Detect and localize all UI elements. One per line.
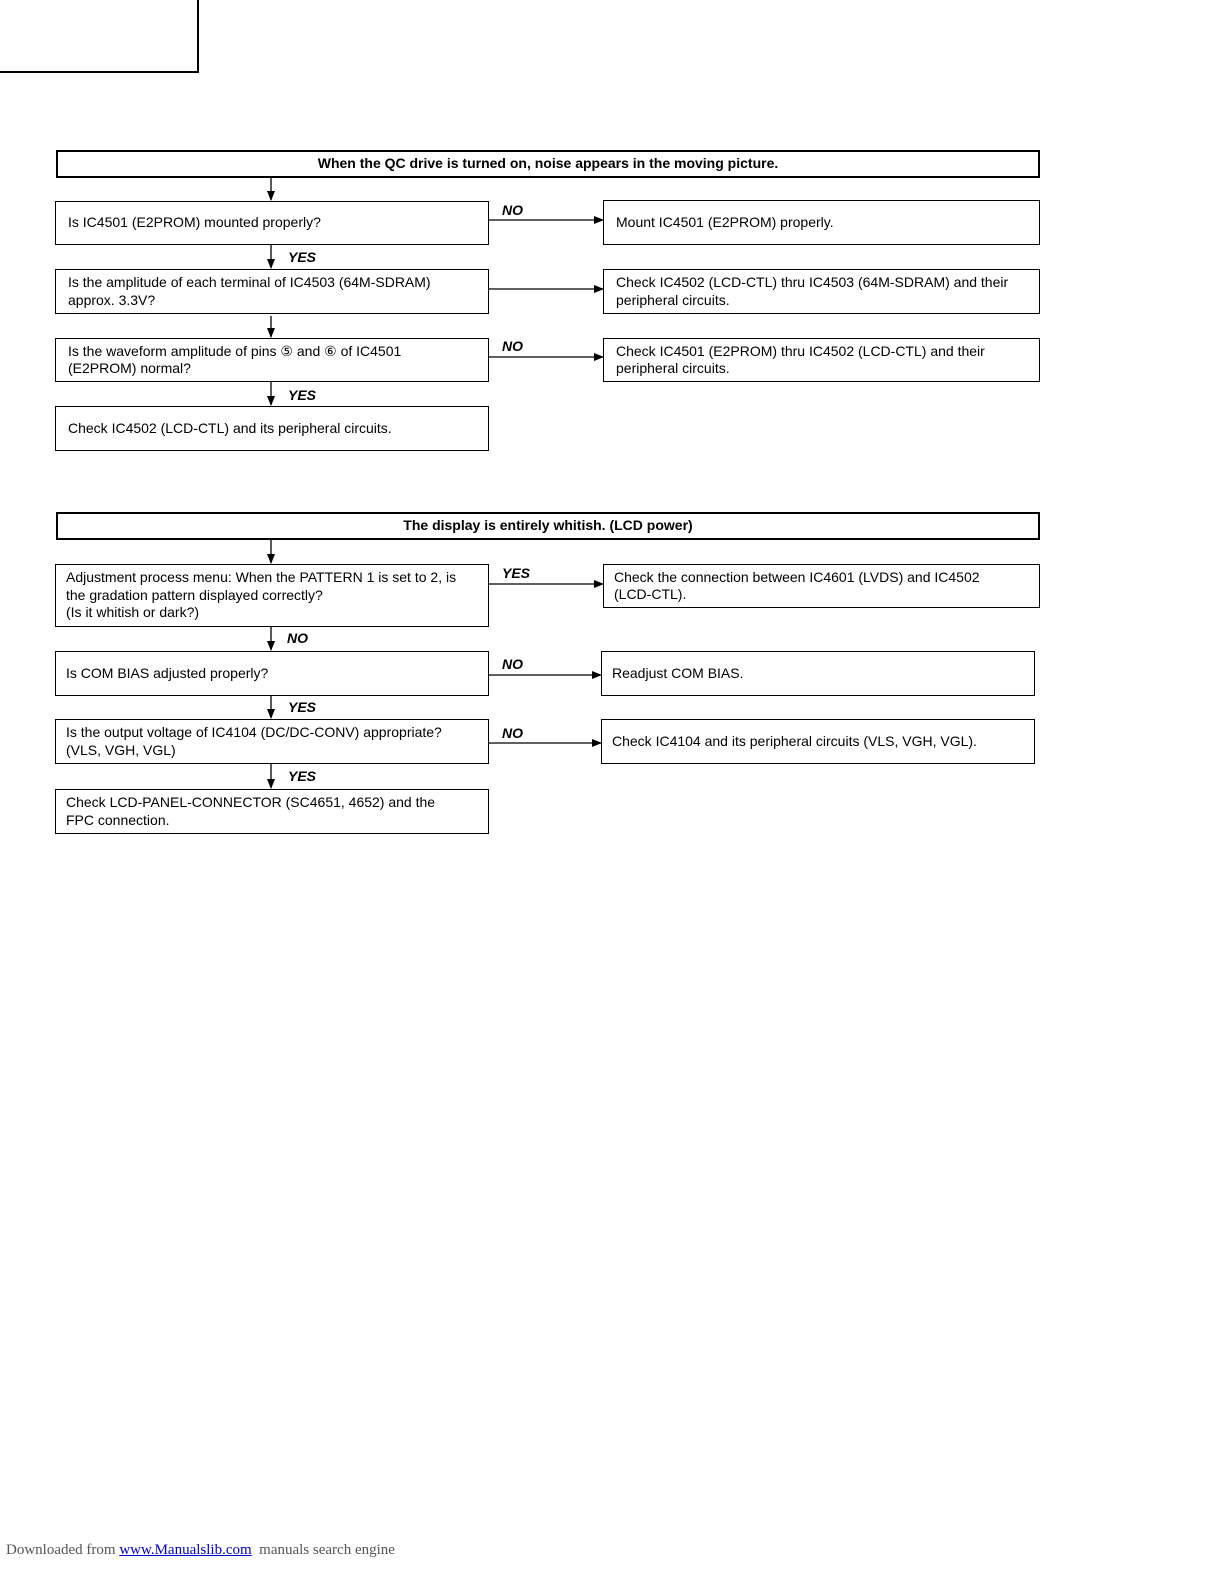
flow1-q1-no-label: NO: [502, 202, 523, 218]
flow1-title-text: When the QC drive is turned on, noise appears in the moving picture.: [317, 155, 779, 172]
footer-prefix: Downloaded from: [6, 1542, 120, 1558]
flow1-question-2: [55, 269, 489, 314]
footer-suffix: manuals search engine: [251, 1542, 395, 1558]
page-corner-frame: [0, 0, 199, 73]
flow1-q1-yes-label: YES: [288, 249, 317, 265]
flow1-end-action-text: Check IC4502 (LCD-CTL) and its peripheral circuits.: [68, 419, 392, 436]
flow1-end-action: [55, 406, 489, 451]
flow2-q1-yes-label: YES: [502, 565, 531, 581]
flow1-question-1-text: Is IC4501 (E2PROM) mounted properly?: [68, 214, 321, 231]
flow2-question-1-text: Adjustment process menu: When the PATTERN 1 is set to 2, is the gradation pattern displayed correctly? (Is it whitish or dark?): [66, 569, 457, 621]
flow2-title: [56, 512, 1040, 540]
flow1-q3-no-action: [603, 338, 1040, 382]
flow2-q1-yes-action-text: Check the connection between IC4601 (LVDS) and IC4502 (LCD-CTL).: [614, 568, 980, 602]
flow1-q3-no-action-text: Check IC4501 (E2PROM) thru IC4502 (LCD-CTL) and their peripheral circuits.: [616, 342, 985, 376]
flow2-q3-yes-label: YES: [288, 768, 317, 784]
flow1-question-1: [55, 201, 489, 245]
flow1-question-3: [55, 338, 489, 382]
flow2-q2-no-action: [601, 651, 1035, 696]
flow1-q1-no-action-text: Mount IC4501 (E2PROM) properly.: [616, 213, 834, 230]
download-footer: [6, 1542, 395, 1559]
flow2-end-action-text: Check LCD-PANEL-CONNECTOR (SC4651, 4652) and the FPC connection.: [66, 794, 436, 828]
flow1-question-3-text: Is the waveform amplitude of pins ⑤ and ⑥ of IC4501 (E2PROM) normal?: [68, 342, 402, 376]
flow2-end-action: [55, 789, 489, 834]
flow1-q3-no-label: NO: [502, 338, 523, 354]
flow2-q3-no-label: NO: [502, 725, 523, 741]
flow2-q3-no-action-text: Check IC4104 and its peripheral circuits (VLS, VGH, VGL).: [612, 732, 977, 749]
flow2-question-3: [55, 719, 489, 764]
flow2-question-2: [55, 651, 489, 696]
manualslib-link[interactable]: www.Manualslib.com: [119, 1542, 252, 1558]
flow2-q2-no-label: NO: [502, 656, 523, 672]
flow1-q1-no-action: [603, 200, 1040, 245]
flow2-question-2-text: Is COM BIAS adjusted properly?: [66, 664, 269, 681]
flow2-q1-yes-action: [603, 564, 1040, 608]
flow1-q3-yes-label: YES: [288, 387, 317, 403]
flow2-q2-yes-label: YES: [288, 699, 317, 715]
flow2-q1-no-label: NO: [287, 630, 308, 646]
flow1-question-2-text: Is the amplitude of each terminal of IC4503 (64M-SDRAM) approx. 3.3V?: [68, 274, 431, 308]
flow1-q2-action: [603, 269, 1040, 314]
flow1-q2-action-text: Check IC4502 (LCD-CTL) thru IC4503 (64M-SDRAM) and their peripheral circuits.: [616, 274, 1009, 308]
flow2-q2-no-action-text: Readjust COM BIAS.: [612, 664, 744, 681]
flow1-title: [56, 150, 1040, 178]
flow2-title-text: The display is entirely whitish. (LCD power): [403, 517, 693, 534]
flow2-question-1: [55, 564, 489, 627]
flow2-q3-no-action: [601, 719, 1035, 764]
flow2-question-3-text: Is the output voltage of IC4104 (DC/DC-CONV) appropriate? (VLS, VGH, VGL): [66, 724, 442, 758]
